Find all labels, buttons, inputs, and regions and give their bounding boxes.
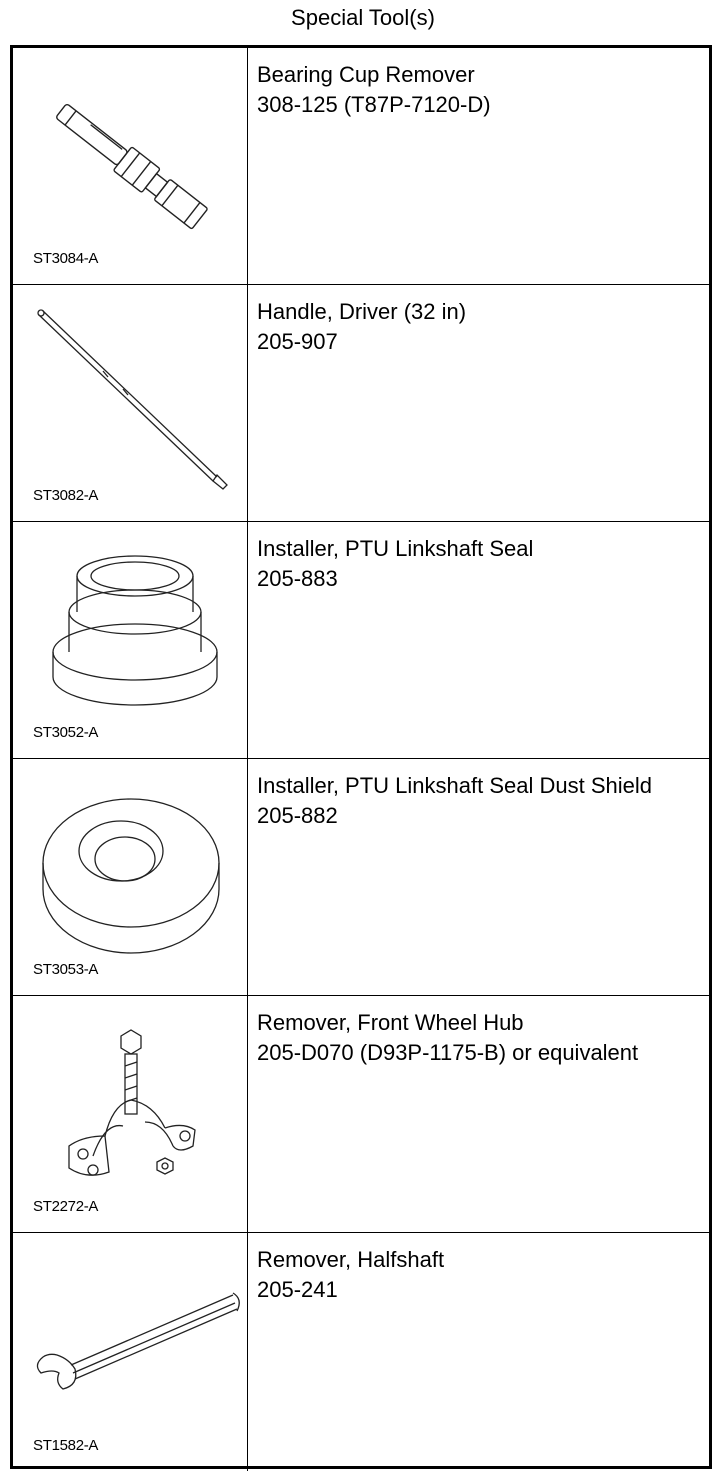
tool-number: 205-907 — [257, 329, 338, 354]
tool-illustration-code: ST1582-A — [33, 1437, 99, 1454]
table-row — [13, 522, 709, 759]
halfshaft-remover-icon — [13, 1233, 247, 1469]
bearing-cup-remover-icon — [13, 48, 247, 284]
tool-name: Remover, Front Wheel Hub — [257, 1010, 524, 1035]
table-row — [13, 48, 709, 285]
tool-number: 205-883 — [257, 566, 338, 591]
wheel-hub-remover-icon — [13, 996, 247, 1232]
table-row — [13, 996, 709, 1233]
driver-handle-icon — [13, 285, 247, 521]
dust-shield-installer-icon — [13, 759, 247, 995]
tool-description — [257, 534, 707, 594]
tool-description — [257, 1008, 707, 1068]
tool-illustration-code: ST3082-A — [33, 487, 99, 504]
tool-image-cell — [13, 285, 248, 521]
page-title: Special Tool(s) — [291, 5, 435, 30]
tool-description — [257, 1245, 707, 1305]
tool-description — [257, 297, 707, 357]
tool-image-cell — [13, 996, 248, 1232]
tool-name: Handle, Driver (32 in) — [257, 299, 467, 324]
tool-name: Installer, PTU Linkshaft Seal — [257, 536, 534, 561]
tool-image-cell — [13, 759, 248, 995]
tool-number: 205-882 — [257, 803, 338, 828]
tool-illustration-code: ST2272-A — [33, 1198, 99, 1215]
tool-image-cell — [13, 1233, 248, 1471]
tool-name: Bearing Cup Remover — [257, 62, 475, 87]
tool-image-cell — [13, 522, 248, 758]
tool-number: 308-125 (T87P-7120-D) — [257, 92, 491, 117]
tool-name: Remover, Halfshaft — [257, 1247, 445, 1272]
special-tools-table — [10, 45, 712, 1469]
tool-description — [257, 771, 707, 831]
tool-description — [257, 60, 707, 120]
tool-illustration-code: ST3084-A — [33, 250, 99, 267]
tool-name: Installer, PTU Linkshaft Seal Dust Shield — [257, 773, 652, 798]
table-row — [13, 1233, 709, 1471]
tool-image-cell — [13, 48, 248, 284]
tool-number: 205-D070 (D93P-1175-B) or equivalent — [257, 1040, 639, 1065]
table-row — [13, 759, 709, 996]
tool-number: 205-241 — [257, 1277, 338, 1302]
tool-illustration-code: ST3053-A — [33, 961, 99, 978]
table-row — [13, 285, 709, 522]
tool-illustration-code: ST3052-A — [33, 724, 99, 741]
seal-installer-icon — [13, 522, 247, 758]
